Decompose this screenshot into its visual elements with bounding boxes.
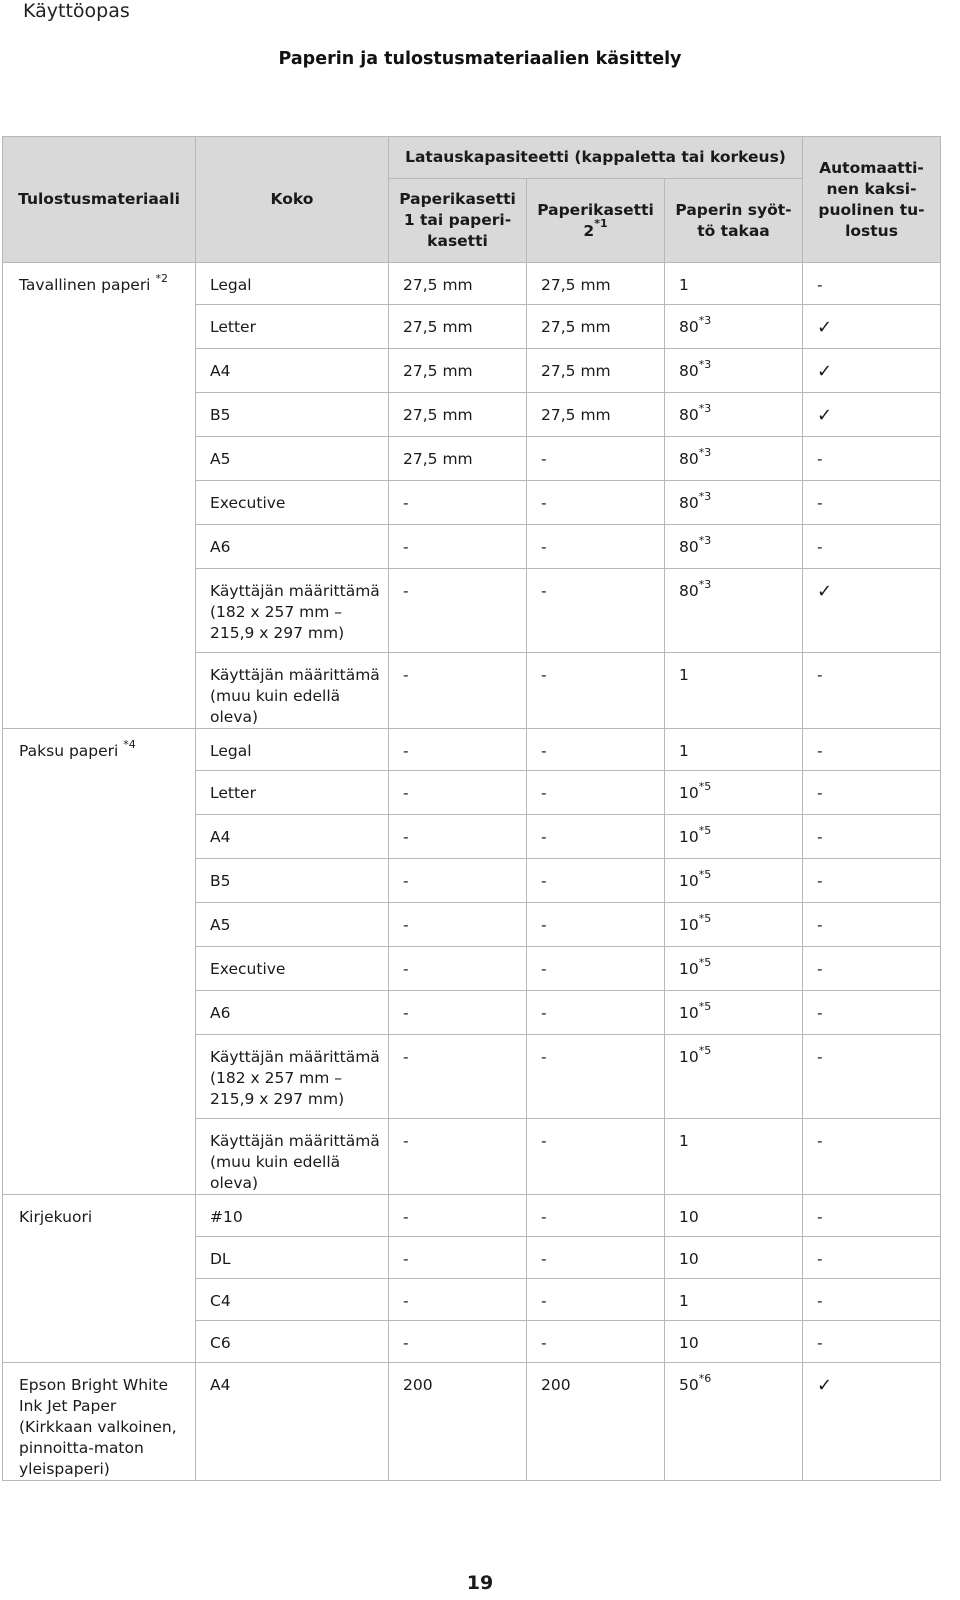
size-cell: Executive [196,481,389,525]
rear-feed-cell [665,771,803,815]
cassette-2-cell: 27,5 mm [527,263,665,305]
table-row [3,729,941,771]
size-cell: Executive [196,947,389,991]
material-footnote: *2 [155,271,168,285]
header-cassette-2-footnote: *1 [594,217,608,231]
rear-feed-cell [665,437,803,481]
size-cell: A5 [196,903,389,947]
rear-feed-footnote: *3 [698,533,712,547]
rear-feed-value: 10 [679,1334,699,1352]
cassette-1-cell: - [389,1035,527,1119]
cassette-2-cell: - [527,1321,665,1363]
rear-feed-value: 10 [679,916,699,934]
paper-capacity-table [2,136,941,1481]
rear-feed-value: 1 [679,666,689,684]
size-cell: Legal [196,729,389,771]
cassette-1-cell: - [389,1279,527,1321]
material-cell [3,1195,196,1363]
cassette-1-cell: - [389,1195,527,1237]
material-name: Tavallinen paperi [19,276,151,294]
cassette-2-cell: - [527,1195,665,1237]
size-cell: Käyttäjän määrittämä (182 x 257 mm – 215,9 x 297 mm) [196,569,389,653]
cassette-1-cell: - [389,729,527,771]
duplex-cell: - [803,991,941,1035]
duplex-cell: - [803,771,941,815]
rear-feed-value: 10 [679,828,699,846]
cassette-2-cell: - [527,991,665,1035]
cassette-2-cell: - [527,1035,665,1119]
cassette-1-cell: 27,5 mm [389,263,527,305]
cassette-1-cell: 27,5 mm [389,305,527,349]
rear-feed-value: 10 [679,784,699,802]
size-cell: A6 [196,525,389,569]
duplex-cell: - [803,1279,941,1321]
cassette-2-cell: - [527,481,665,525]
rear-feed-value: 80 [679,538,699,556]
rear-feed-footnote: *3 [698,313,712,327]
rear-feed-footnote: *5 [698,779,712,793]
cassette-1-cell: 27,5 mm [389,349,527,393]
header-material: Tulostusmateriaali [3,137,196,263]
cassette-1-cell: - [389,991,527,1035]
rear-feed-footnote: *3 [698,489,712,503]
rear-feed-value: 1 [679,1132,689,1150]
cassette-1-cell: - [389,1237,527,1279]
rear-feed-cell [665,815,803,859]
rear-feed-cell [665,263,803,305]
material-footnote: *4 [123,737,136,751]
size-cell: A5 [196,437,389,481]
cassette-2-cell: - [527,771,665,815]
cassette-2-cell: - [527,1279,665,1321]
rear-feed-cell [665,903,803,947]
rear-feed-cell [665,1035,803,1119]
rear-feed-footnote: *3 [698,445,712,459]
header-duplex: Automaatti-nen kaksi-puolinen tu-lostus [803,137,941,263]
duplex-cell: - [803,437,941,481]
rear-feed-value: 80 [679,406,699,424]
duplex-cell: - [803,525,941,569]
material-name: Kirjekuori [19,1208,93,1226]
rear-feed-footnote: *5 [698,1043,712,1057]
rear-feed-value: 80 [679,318,699,336]
rear-feed-value: 10 [679,960,699,978]
rear-feed-footnote: *3 [698,577,712,591]
material-cell [3,729,196,1195]
cassette-1-cell: - [389,947,527,991]
rear-feed-cell [665,393,803,437]
rear-feed-value: 10 [679,1208,699,1226]
table-body [3,263,941,1481]
rear-feed-cell [665,991,803,1035]
rear-feed-cell [665,305,803,349]
cassette-1-cell: - [389,653,527,729]
cassette-2-cell: 27,5 mm [527,349,665,393]
running-title: Käyttöopas [23,0,130,22]
size-cell: A6 [196,991,389,1035]
cassette-1-cell: - [389,1119,527,1195]
cassette-2-cell: - [527,569,665,653]
size-cell: A4 [196,1363,389,1481]
section-title: Paperin ja tulostusmateriaalien käsittely [278,49,682,69]
duplex-cell: - [803,815,941,859]
cassette-1-cell: 27,5 mm [389,393,527,437]
size-cell: C4 [196,1279,389,1321]
duplex-cell: - [803,859,941,903]
rear-feed-value: 80 [679,582,699,600]
rear-feed-value: 10 [679,1048,699,1066]
duplex-cell: - [803,947,941,991]
rear-feed-value: 80 [679,362,699,380]
duplex-cell: - [803,1237,941,1279]
rear-feed-value: 10 [679,872,699,890]
size-cell: DL [196,1237,389,1279]
cassette-2-cell: - [527,859,665,903]
table-row [3,1195,941,1237]
material-name: Paksu paperi [19,742,119,760]
size-cell: Käyttäjän määrittämä (182 x 257 mm – 215,9 x 297 mm) [196,1035,389,1119]
size-cell: Legal [196,263,389,305]
cassette-1-cell: - [389,815,527,859]
rear-feed-cell [665,1195,803,1237]
duplex-cell: - [803,1321,941,1363]
rear-feed-cell [665,1119,803,1195]
size-cell: A4 [196,349,389,393]
rear-feed-cell [665,525,803,569]
header-capacity-group: Latauskapasiteetti (kappaletta tai korkeus) [389,137,803,179]
cassette-1-cell: - [389,525,527,569]
rear-feed-cell [665,349,803,393]
cassette-1-cell: - [389,1321,527,1363]
rear-feed-footnote: *5 [698,823,712,837]
size-cell: B5 [196,859,389,903]
rear-feed-value: 50 [679,1376,699,1394]
header-cassette-2-label: Paperikasetti 2 [537,200,654,240]
rear-feed-cell [665,947,803,991]
size-cell: B5 [196,393,389,437]
duplex-check-icon: ✓ [803,305,941,349]
cassette-1-cell: 27,5 mm [389,437,527,481]
size-cell: Käyttäjän määrittämä (muu kuin edellä oleva) [196,653,389,729]
cassette-1-cell: - [389,859,527,903]
rear-feed-cell [665,729,803,771]
cassette-1-cell: - [389,771,527,815]
rear-feed-cell [665,481,803,525]
duplex-check-icon: ✓ [803,569,941,653]
rear-feed-value: 1 [679,276,689,294]
rear-feed-value: 1 [679,742,689,760]
duplex-cell: - [803,1195,941,1237]
cassette-1-cell: - [389,481,527,525]
material-name: Epson Bright White Ink Jet Paper (Kirkkaan valkoinen, pinnoitta-maton yleispaperi) [19,1376,177,1478]
rear-feed-footnote: *5 [698,911,712,925]
cassette-1-cell: - [389,903,527,947]
header-rear-feed: Paperin syöt-tö takaa [665,179,803,263]
cassette-2-cell: - [527,947,665,991]
header-size: Koko [196,137,389,263]
cassette-2-cell: - [527,1237,665,1279]
rear-feed-value: 10 [679,1004,699,1022]
rear-feed-value: 80 [679,450,699,468]
duplex-cell: - [803,729,941,771]
rear-feed-footnote: *5 [698,867,712,881]
size-cell: Letter [196,771,389,815]
cassette-2-cell: - [527,653,665,729]
rear-feed-value: 80 [679,494,699,512]
rear-feed-footnote: *5 [698,955,712,969]
cassette-2-cell: - [527,903,665,947]
duplex-cell: - [803,263,941,305]
duplex-cell: - [803,1035,941,1119]
cassette-1-cell: - [389,569,527,653]
size-cell: Käyttäjän määrittämä (muu kuin edellä oleva) [196,1119,389,1195]
duplex-check-icon: ✓ [803,349,941,393]
page-number: 19 [466,1572,494,1594]
rear-feed-footnote: *3 [698,357,712,371]
duplex-cell: - [803,481,941,525]
rear-feed-cell [665,859,803,903]
duplex-check-icon: ✓ [803,1363,941,1481]
size-cell: A4 [196,815,389,859]
duplex-cell: - [803,1119,941,1195]
rear-feed-cell [665,1279,803,1321]
cassette-2-cell: 27,5 mm [527,305,665,349]
rear-feed-footnote: *5 [698,999,712,1013]
material-cell [3,1363,196,1481]
header-cassette-1: Paperikasetti 1 tai paperi-kasetti [389,179,527,263]
cassette-2-cell: 27,5 mm [527,393,665,437]
size-cell: #10 [196,1195,389,1237]
cassette-2-cell: - [527,815,665,859]
cassette-2-cell: 200 [527,1363,665,1481]
table-row [3,1363,941,1481]
rear-feed-cell [665,569,803,653]
duplex-cell: - [803,903,941,947]
header-cassette-2 [527,179,665,263]
rear-feed-footnote: *3 [698,401,712,415]
duplex-check-icon: ✓ [803,393,941,437]
rear-feed-cell [665,1321,803,1363]
rear-feed-cell [665,653,803,729]
rear-feed-footnote: *6 [698,1371,712,1385]
cassette-2-cell: - [527,525,665,569]
cassette-2-cell: - [527,729,665,771]
rear-feed-cell [665,1237,803,1279]
cassette-1-cell: 200 [389,1363,527,1481]
size-cell: Letter [196,305,389,349]
size-cell: C6 [196,1321,389,1363]
cassette-2-cell: - [527,437,665,481]
rear-feed-cell [665,1363,803,1481]
duplex-cell: - [803,653,941,729]
rear-feed-value: 10 [679,1250,699,1268]
table-row [3,263,941,305]
material-cell [3,263,196,729]
cassette-2-cell: - [527,1119,665,1195]
rear-feed-value: 1 [679,1292,689,1310]
